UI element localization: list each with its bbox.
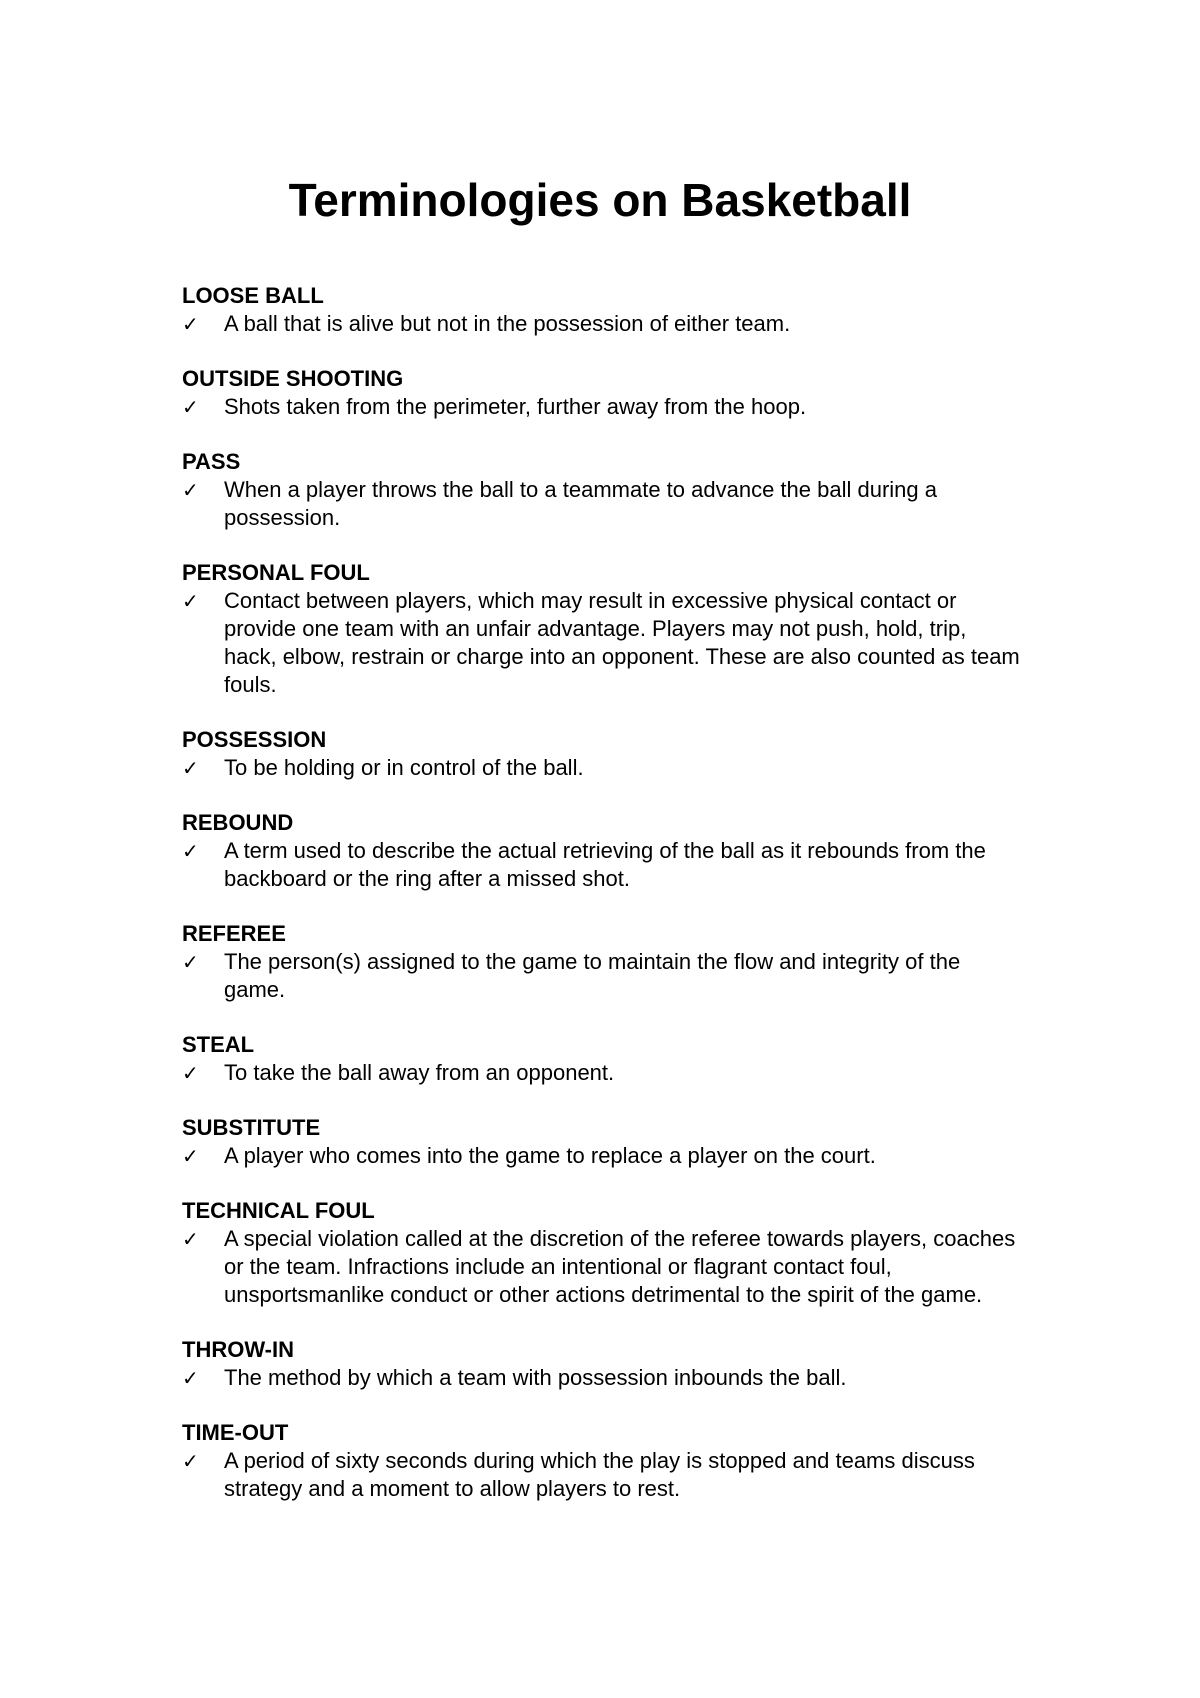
check-mark-icon: ✓ bbox=[182, 1227, 199, 1251]
term-name: POSSESSION bbox=[182, 727, 327, 752]
term-definition-text: A ball that is alive but not in the possession of either team. bbox=[224, 311, 791, 336]
term-definition bbox=[182, 948, 1022, 1004]
check-mark-icon: ✓ bbox=[182, 1449, 199, 1473]
term-definition-text: A term used to describe the actual retrieving of the ball as it rebounds from the backboard or the ring after a missed shot. bbox=[224, 838, 986, 891]
term-entry bbox=[182, 920, 1022, 1004]
term-definition-text: A player who comes into the game to replace a player on the court. bbox=[224, 1143, 876, 1168]
term-definition bbox=[182, 1225, 1022, 1309]
check-mark-icon: ✓ bbox=[182, 950, 199, 974]
term-entry bbox=[182, 726, 1022, 782]
term-definition-text: Contact between players, which may result in excessive physical contact or provide one team with an unfair advantage. Players may not push, hold, trip, hack, elbow, restrain or charge into an opponent. These are also counted as team fouls. bbox=[224, 588, 1020, 697]
term-definition-text: The method by which a team with possession inbounds the ball. bbox=[224, 1365, 847, 1390]
term-entry bbox=[182, 1197, 1022, 1309]
term-definition bbox=[182, 587, 1022, 699]
terms-list bbox=[182, 282, 1022, 1530]
term-definition bbox=[182, 1364, 1022, 1392]
term-definition-text: When a player throws the ball to a teammate to advance the ball during a possession. bbox=[224, 477, 937, 530]
term-definition-text: To take the ball away from an opponent. bbox=[224, 1060, 615, 1085]
term-definition-text: The person(s) assigned to the game to maintain the flow and integrity of the game. bbox=[224, 949, 961, 1002]
term-name: LOOSE BALL bbox=[182, 283, 324, 308]
term-definition bbox=[182, 393, 1022, 421]
term-entry bbox=[182, 809, 1022, 893]
check-mark-icon: ✓ bbox=[182, 1061, 199, 1085]
check-mark-icon: ✓ bbox=[182, 589, 199, 613]
term-definition-text: A period of sixty seconds during which the play is stopped and teams discuss strategy and a moment to allow players to rest. bbox=[224, 1448, 975, 1501]
term-definition bbox=[182, 1447, 1022, 1503]
term-name: STEAL bbox=[182, 1032, 255, 1057]
term-name: OUTSIDE SHOOTING bbox=[182, 366, 404, 391]
page-title: Terminologies on Basketball bbox=[288, 174, 912, 226]
term-definition bbox=[182, 310, 1022, 338]
term-entry bbox=[182, 559, 1022, 699]
check-mark-icon: ✓ bbox=[182, 395, 199, 419]
term-definition bbox=[182, 837, 1022, 893]
term-definition bbox=[182, 476, 1022, 532]
term-name: REBOUND bbox=[182, 810, 294, 835]
term-entry bbox=[182, 1031, 1022, 1087]
term-name: PERSONAL FOUL bbox=[182, 560, 370, 585]
term-definition bbox=[182, 1059, 1022, 1087]
term-name: REFEREE bbox=[182, 921, 286, 946]
term-entry bbox=[182, 282, 1022, 338]
check-mark-icon: ✓ bbox=[182, 312, 199, 336]
check-mark-icon: ✓ bbox=[182, 478, 199, 502]
term-name: SUBSTITUTE bbox=[182, 1115, 321, 1140]
term-definition-text: A special violation called at the discretion of the referee towards players, coaches or the team. Infractions include an intentional or flagrant contact foul, unsportsmanlike conduct or other actions detrimental to the spirit of the game. bbox=[224, 1226, 1016, 1307]
check-mark-icon: ✓ bbox=[182, 839, 199, 863]
term-entry bbox=[182, 1114, 1022, 1170]
term-definition-text: To be holding or in control of the ball. bbox=[224, 755, 584, 780]
term-entry bbox=[182, 448, 1022, 532]
term-definition-text: Shots taken from the perimeter, further away from the hoop. bbox=[224, 394, 807, 419]
check-mark-icon: ✓ bbox=[182, 1366, 199, 1390]
check-mark-icon: ✓ bbox=[182, 756, 199, 780]
term-name: THROW-IN bbox=[182, 1337, 294, 1362]
term-name: PASS bbox=[182, 449, 241, 474]
term-entry bbox=[182, 365, 1022, 421]
term-definition bbox=[182, 754, 1022, 782]
term-name: TIME-OUT bbox=[182, 1420, 289, 1445]
check-mark-icon: ✓ bbox=[182, 1144, 199, 1168]
term-definition bbox=[182, 1142, 1022, 1170]
term-entry bbox=[182, 1336, 1022, 1392]
term-name: TECHNICAL FOUL bbox=[182, 1198, 375, 1223]
term-entry bbox=[182, 1419, 1022, 1503]
